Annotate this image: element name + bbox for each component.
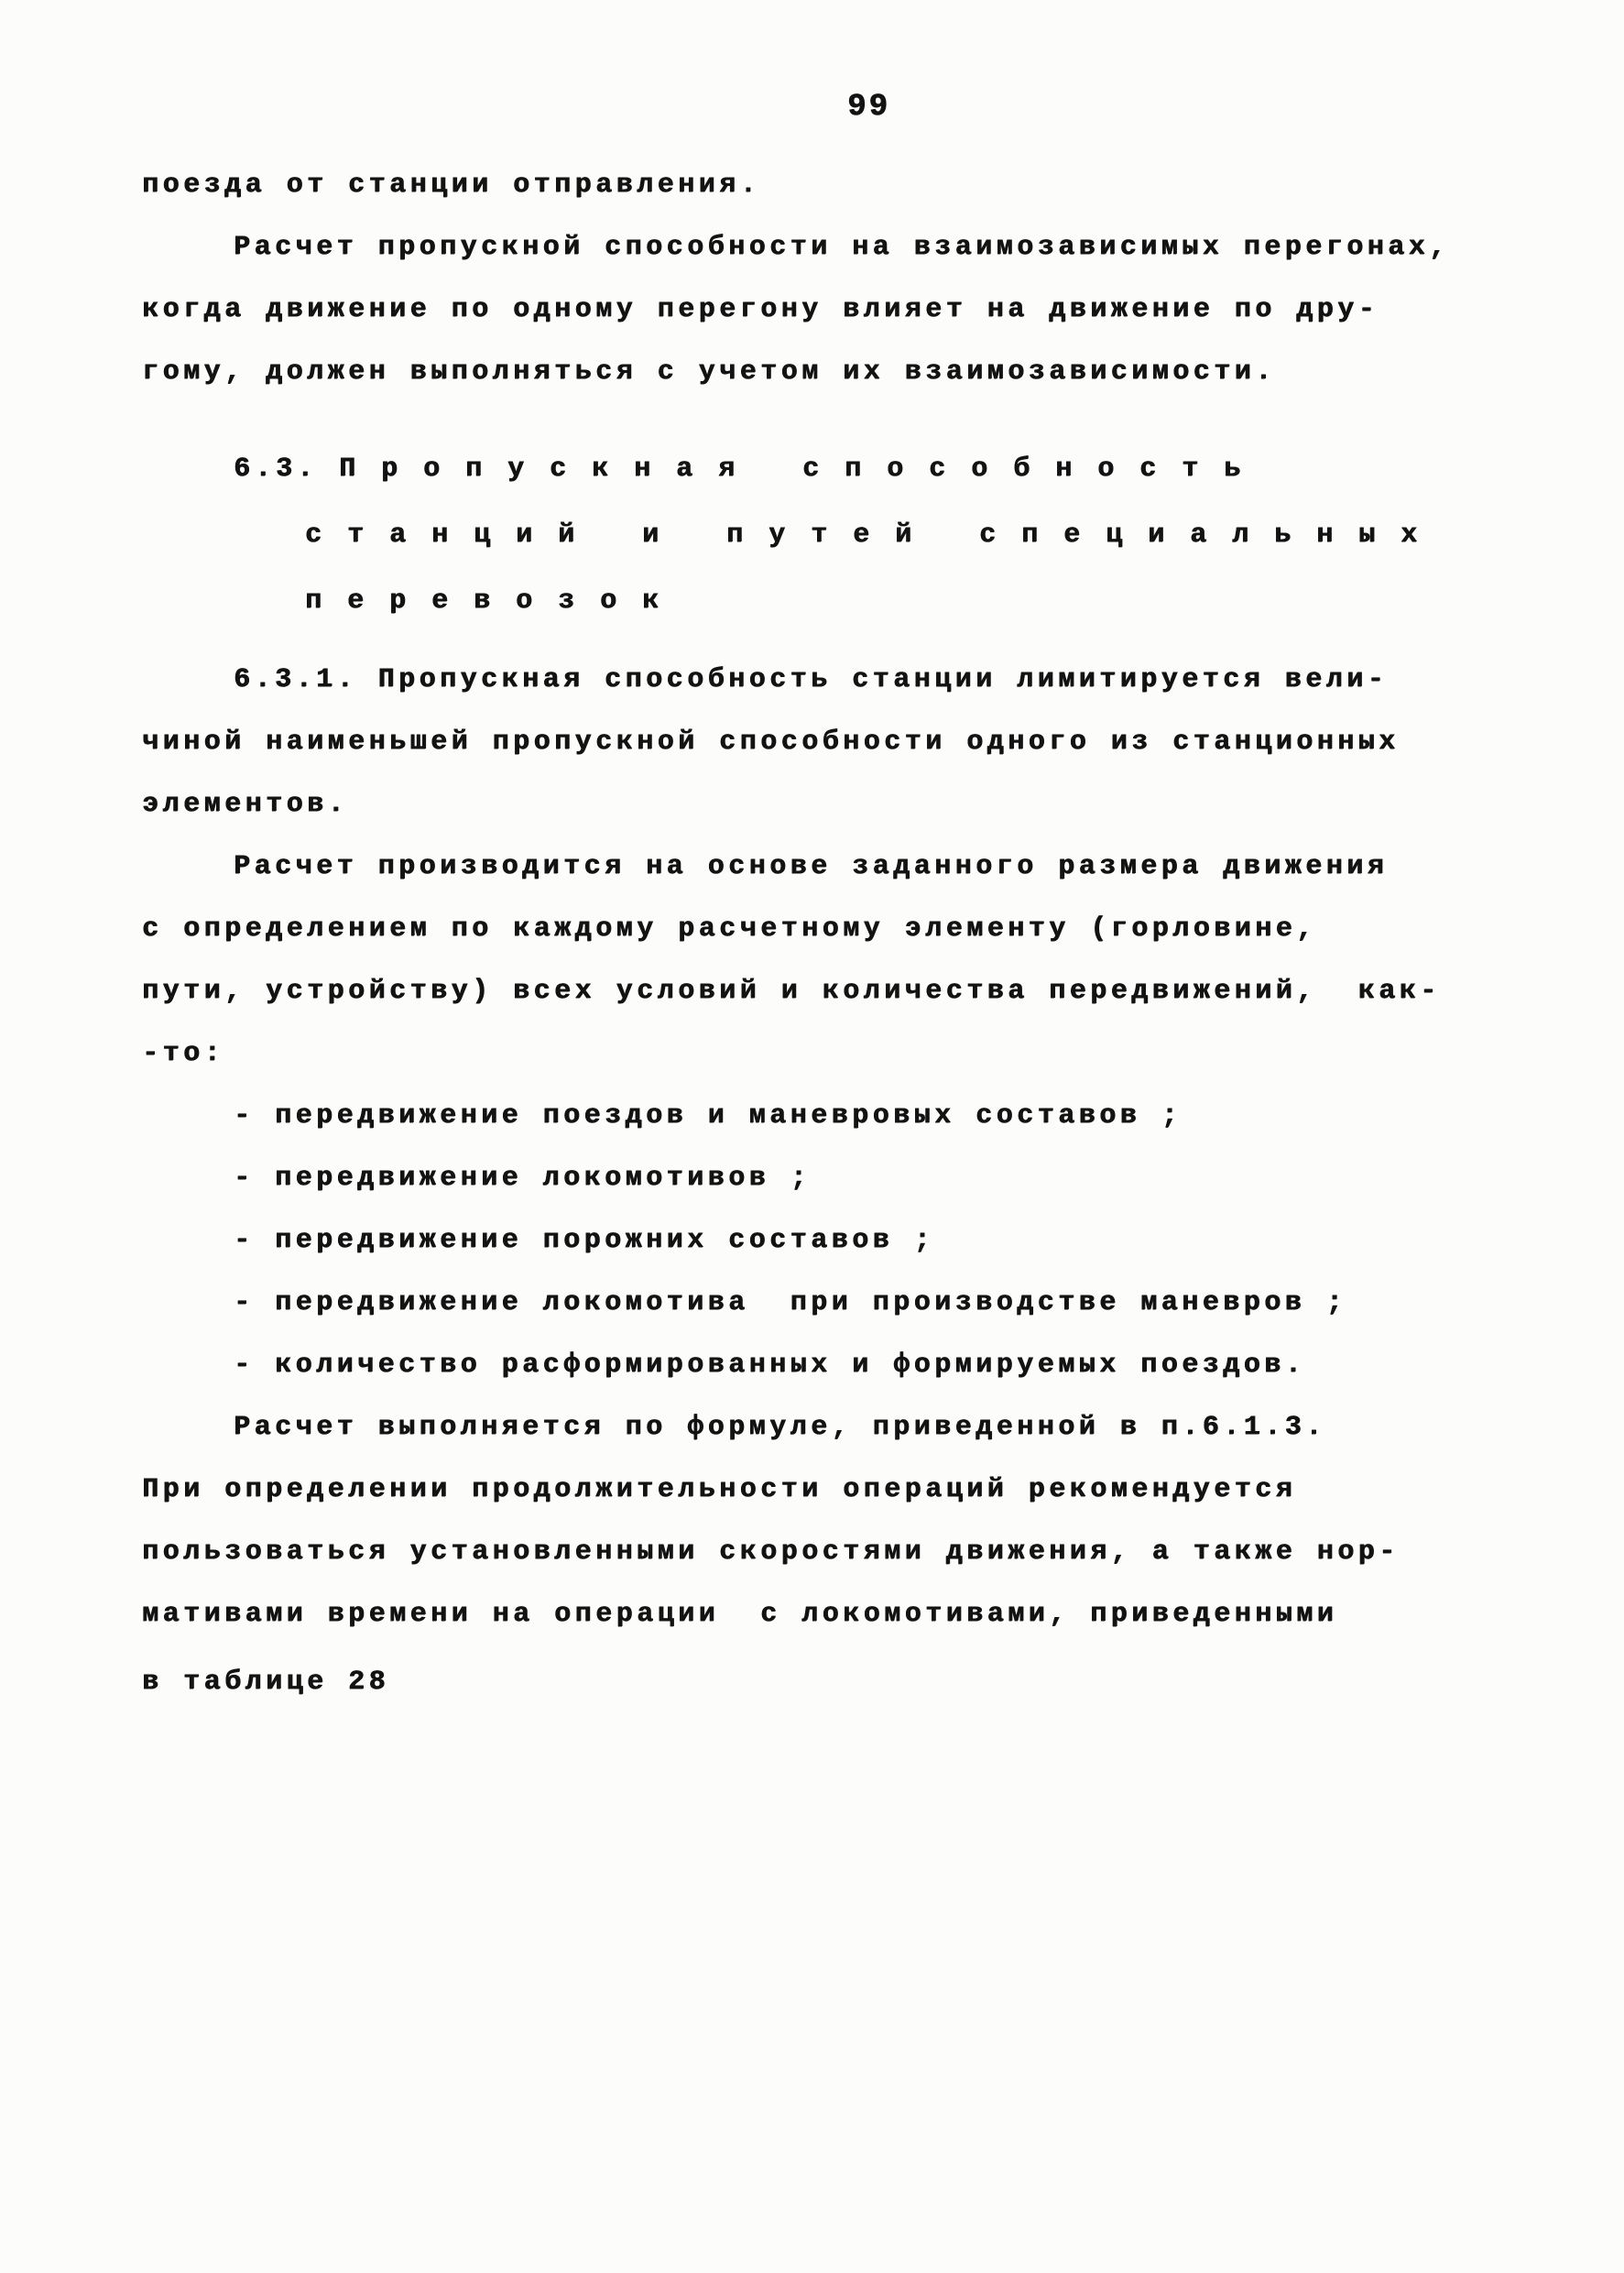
- text-line: Расчет производится на основе заданного размера движения: [234, 851, 1389, 882]
- list-item: - количество расформированных и формируемых поездов.: [234, 1350, 1306, 1381]
- paragraph: [142, 649, 1516, 836]
- paragraph: [142, 836, 1516, 1085]
- page-number: 99: [847, 90, 890, 125]
- text-line: Расчет выполняется по формуле, приведенной в п.6.1.3.: [234, 1412, 1326, 1443]
- paragraph: [142, 1396, 1516, 1713]
- text-line: элементов.: [142, 789, 349, 820]
- list-item: - передвижение локомотивов ;: [234, 1163, 812, 1194]
- text-line: При определении продолжительности операций рекомендуется: [142, 1474, 1297, 1505]
- text-line: в таблице 28: [142, 1667, 390, 1698]
- section-heading: [142, 436, 1516, 634]
- text-line: когда движение по одному перегону влияет на движение по дру-: [142, 294, 1379, 325]
- text-line: с определением по каждому расчетному элементу (горловине,: [142, 913, 1317, 945]
- text-line: поезда от станции отправления.: [142, 169, 761, 201]
- text-line: Расчет пропускной способности на взаимозависимых перегонах,: [234, 232, 1450, 263]
- text-line: -то:: [142, 1038, 225, 1069]
- text-line: мативами времени на операции с локомотивами, приведенными: [142, 1599, 1338, 1630]
- bullet-list: [142, 1085, 1516, 1396]
- document-body: [142, 154, 1516, 1713]
- text-line: гому, должен выполняться с учетом их взаимозависимости.: [142, 356, 1276, 388]
- paragraph-continuation: [142, 154, 1516, 216]
- text-line: чиной наименьшей пропускной способности одного из станционных: [142, 727, 1400, 758]
- section-heading-line: п е р е в о з о к: [305, 585, 664, 617]
- section-heading-line: с т а н ц и й и п у т е й с п е ц и а л ь н ы х: [305, 519, 1422, 551]
- text-line: пути, устройству) всех условий и количества передвижений, как-: [142, 976, 1441, 1007]
- text-line: 6.3.1. Пропускная способность станции лимитируется вели-: [234, 664, 1389, 695]
- list-item: - передвижение локомотива при производстве маневров ;: [234, 1287, 1347, 1318]
- list-item: - передвижение порожних составов ;: [234, 1225, 935, 1256]
- list-item: - передвижение поездов и маневровых составов ;: [234, 1100, 1183, 1131]
- paragraph: [142, 216, 1516, 403]
- section-heading-line: 6.3. П р о п у с к н а я с п о с о б н о с т ь: [234, 454, 1246, 485]
- text-line: пользоваться установленными скоростями движения, а также нор-: [142, 1536, 1400, 1568]
